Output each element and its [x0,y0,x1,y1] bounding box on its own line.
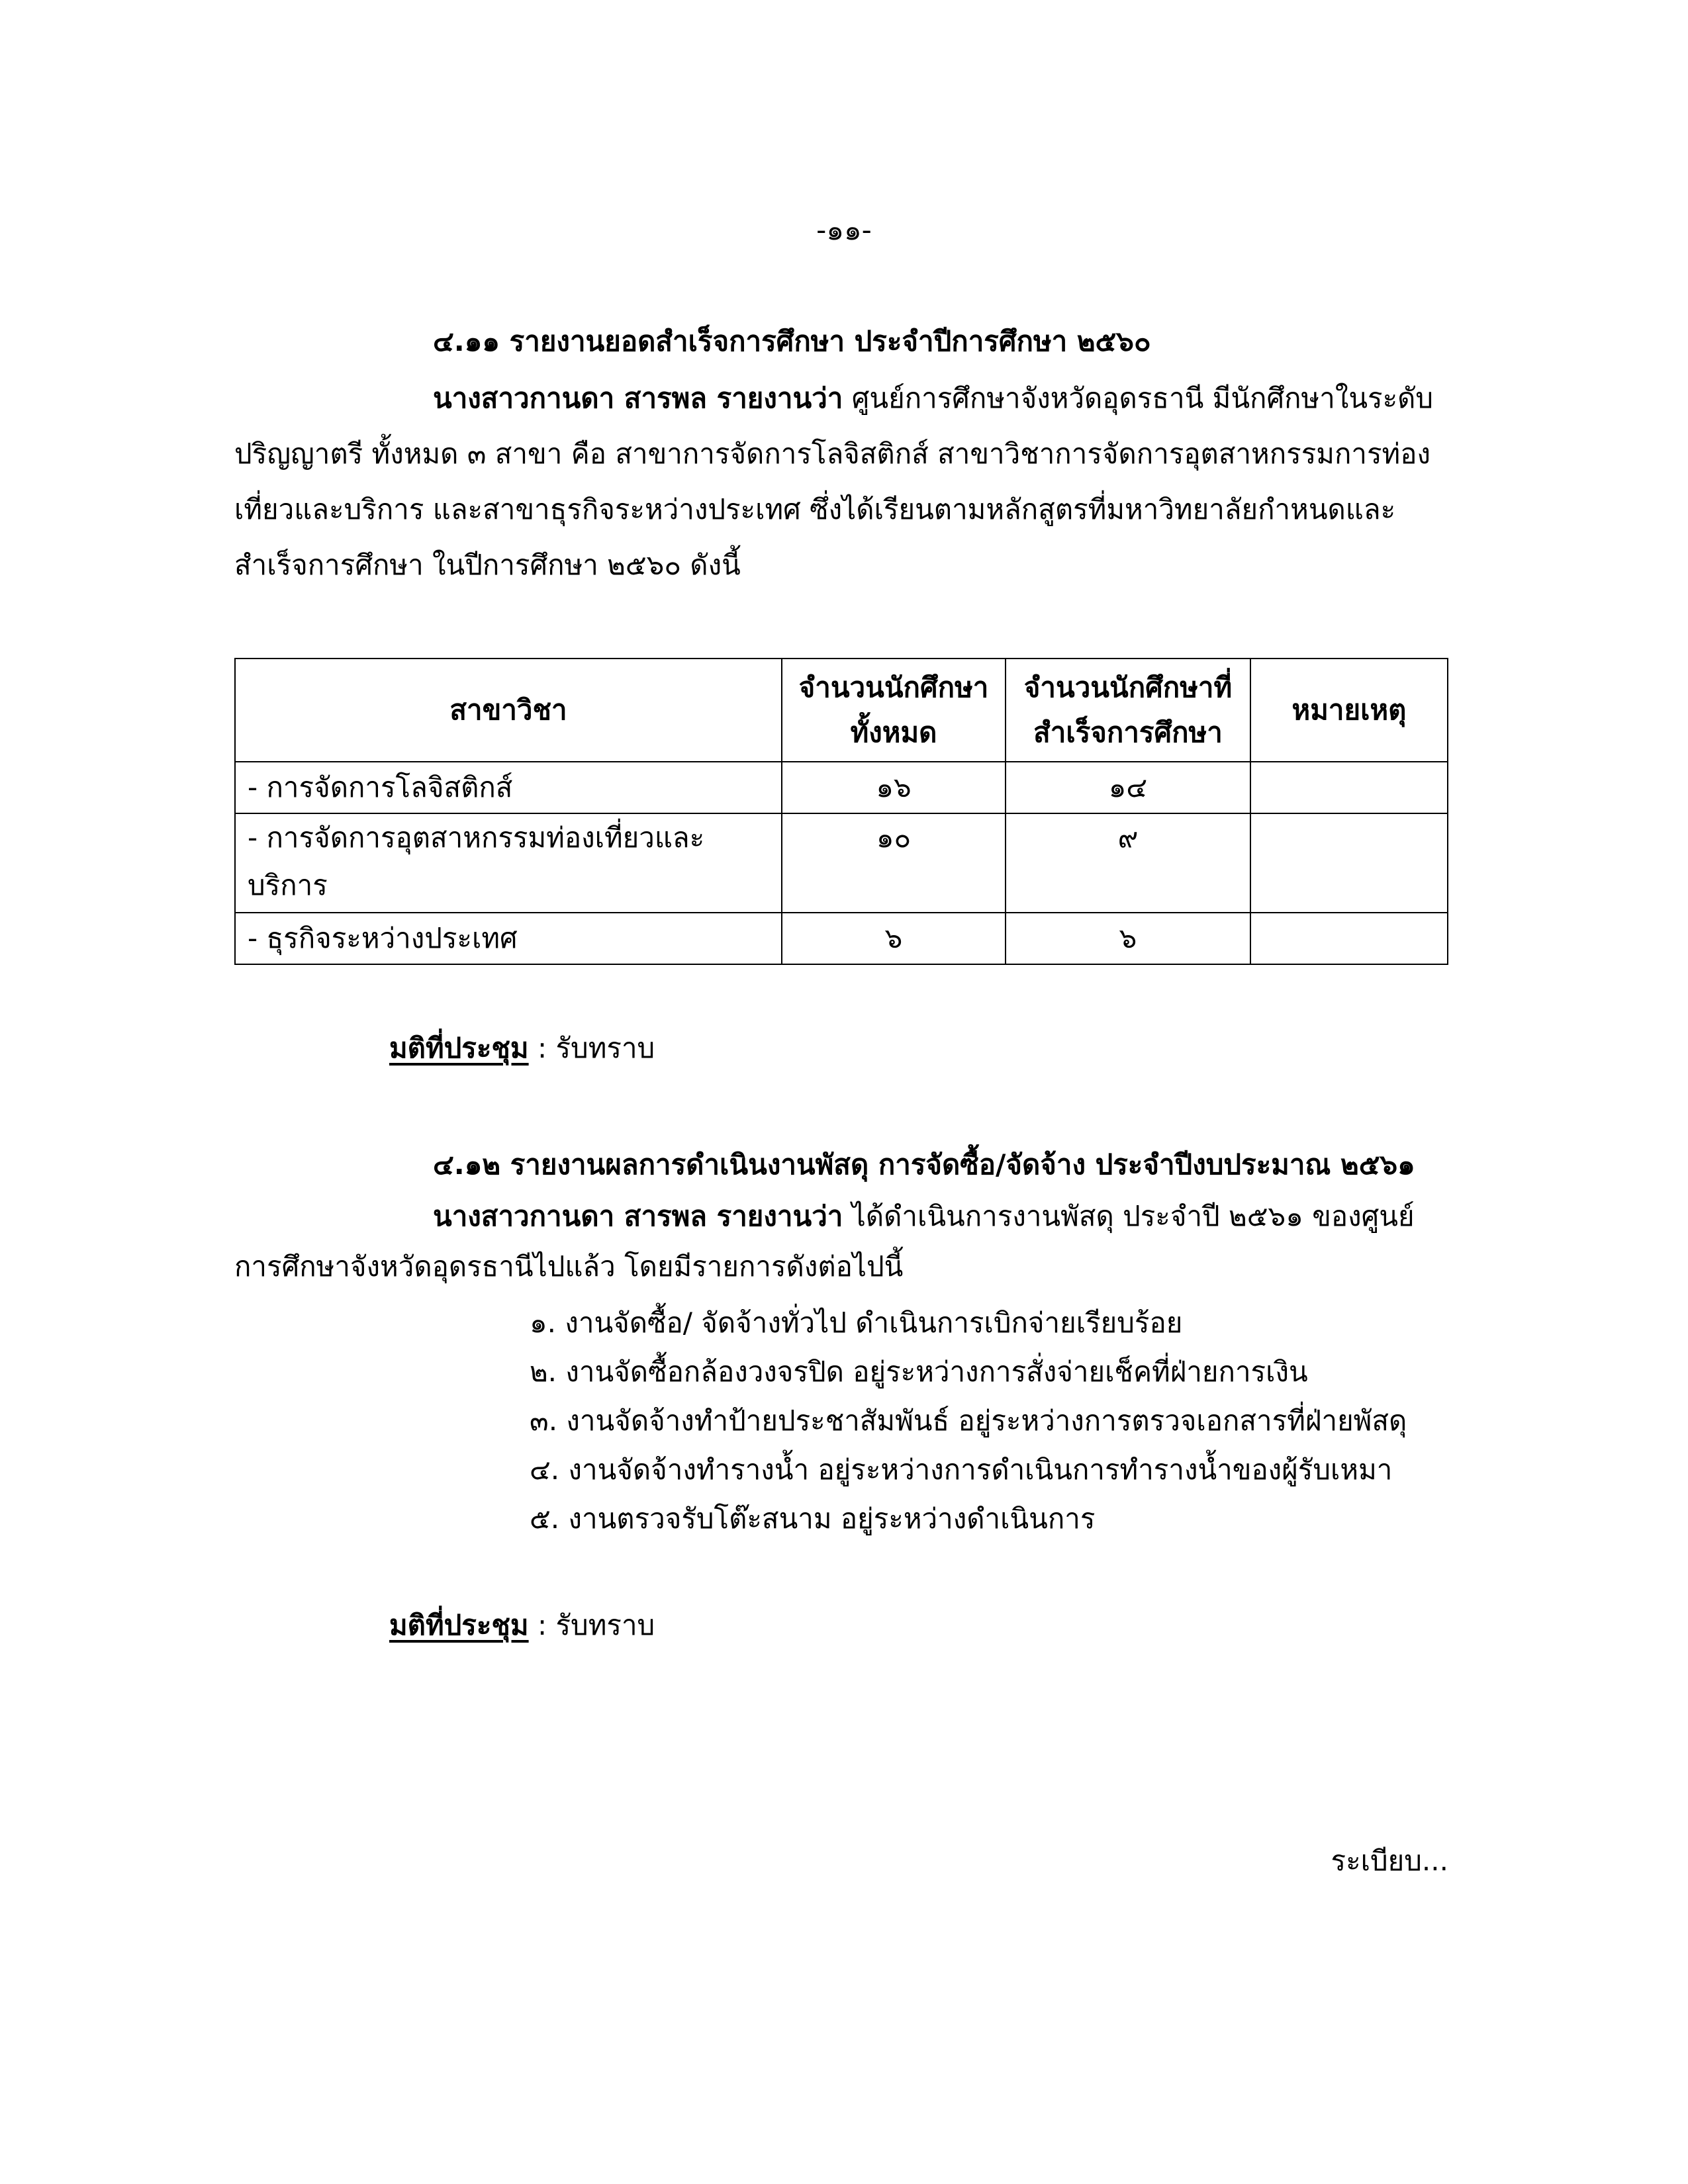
graduated-cell: ๙ [1006,813,1250,913]
list-item: ๒. งานจัดซื้อกล้องวงจรปิด อยู่ระหว่างการสั่งจ่ายเช็คที่ฝ่ายการเงิน [530,1355,1308,1388]
resolution-text: : รับทราบ [528,1032,655,1064]
header-total-students: จำนวนนักศึกษาทั้งหมด [782,659,1006,762]
section-4-11-resolution [389,1021,655,1076]
continuation-text: ระเบียบ... [1331,1844,1448,1877]
resolution-label: มติที่ประชุม [389,1032,529,1064]
major-cell: - การจัดการโลจิสติกส์ [235,762,782,813]
list-item: ๔. งานจัดจ้างทำรางน้ำ อยู่ระหว่างการดำเนินการทำรางน้ำของผู้รับเหมา [530,1453,1393,1486]
major-cell: - ธุรกิจระหว่างประเทศ [235,913,782,964]
page-number: -๑๑- [816,214,872,246]
note-cell [1250,913,1448,964]
major-cell: - การจัดการอุตสาหกรรมท่องเที่ยวและบริการ [235,813,782,913]
procurement-task-list [530,1298,1407,1543]
table-row [235,813,1448,913]
graduation-table [234,658,1448,965]
total-cell: ๖ [782,913,1006,964]
section-4-12-body: ได้ดำเนินการงานพัสดุ ประจำปี ๒๕๖๑ ของศูนย์การศึกษาจังหวัดอุดรธานีไปแล้ว โดยมีรายการดังต่อไปนี้ [234,1200,1415,1283]
list-item: ๕. งานตรวจรับโต๊ะสนาม อยู่ระหว่างดำเนินการ [530,1502,1096,1535]
section-4-12-paragraph [234,1191,1446,1292]
section-4-11-paragraph [234,371,1446,593]
total-cell: ๑๐ [782,813,1006,913]
header-graduated-students: จำนวนนักศึกษาที่สำเร็จการศึกษา [1006,659,1250,762]
table-row [235,913,1448,964]
section-4-12-heading: ๔.๑๒ รายงานผลการดำเนินงานพัสดุ การจัดซื้อ/จัดจ้าง ประจำปีงบประมาณ ๒๕๖๑ [433,1148,1415,1181]
table-header-row [235,659,1448,762]
list-item: ๑. งานจัดซื้อ/ จัดจ้างทั่วไป ดำเนินการเบิกจ่ายเรียบร้อย [530,1306,1183,1339]
resolution-label: มติที่ประชุม [389,1609,529,1641]
table-row [235,762,1448,813]
graduated-cell: ๑๔ [1006,762,1250,813]
note-cell [1250,762,1448,813]
total-cell: ๑๖ [782,762,1006,813]
section-4-12-resolution [389,1598,655,1653]
note-cell [1250,813,1448,913]
list-item: ๓. งานจัดจ้างทำป้ายประชาสัมพันธ์ อยู่ระหว่างการตรวจเอกสารที่ฝ่ายพัสดุ [530,1404,1407,1437]
section-4-12-reporter: นางสาวกานดา สารพล รายงานว่า [433,1200,843,1232]
header-major: สาขาวิชา [235,659,782,762]
resolution-text: : รับทราบ [528,1609,655,1641]
section-4-11-heading: ๔.๑๑ รายงานยอดสำเร็จการศึกษา ประจำปีการศึกษา ๒๕๖๐ [433,325,1151,357]
header-note: หมายเหตุ [1250,659,1448,762]
section-4-11-reporter: นางสาวกานดา สารพล รายงานว่า [433,382,843,414]
section-4-11-body: ศูนย์การศึกษาจังหวัดอุดรธานี มีนักศึกษาในระดับปริญญาตรี ทั้งหมด ๓ สาขา คือ สาขาการจัดการโลจิสติกส์ สาขาวิชาการจัดการอุตสาหกรรมการท่องเที่ยวและบริการ และสาขาธุรกิจระหว่างประเทศ ซึ่งได้เรียนตามหลักสูตรที่มหาวิทยาลัยกำหนดและสำเร็จการศึกษา ในปีการศึกษา ๒๕๖๐ ดังนี้ [234,382,1434,581]
graduated-cell: ๖ [1006,913,1250,964]
